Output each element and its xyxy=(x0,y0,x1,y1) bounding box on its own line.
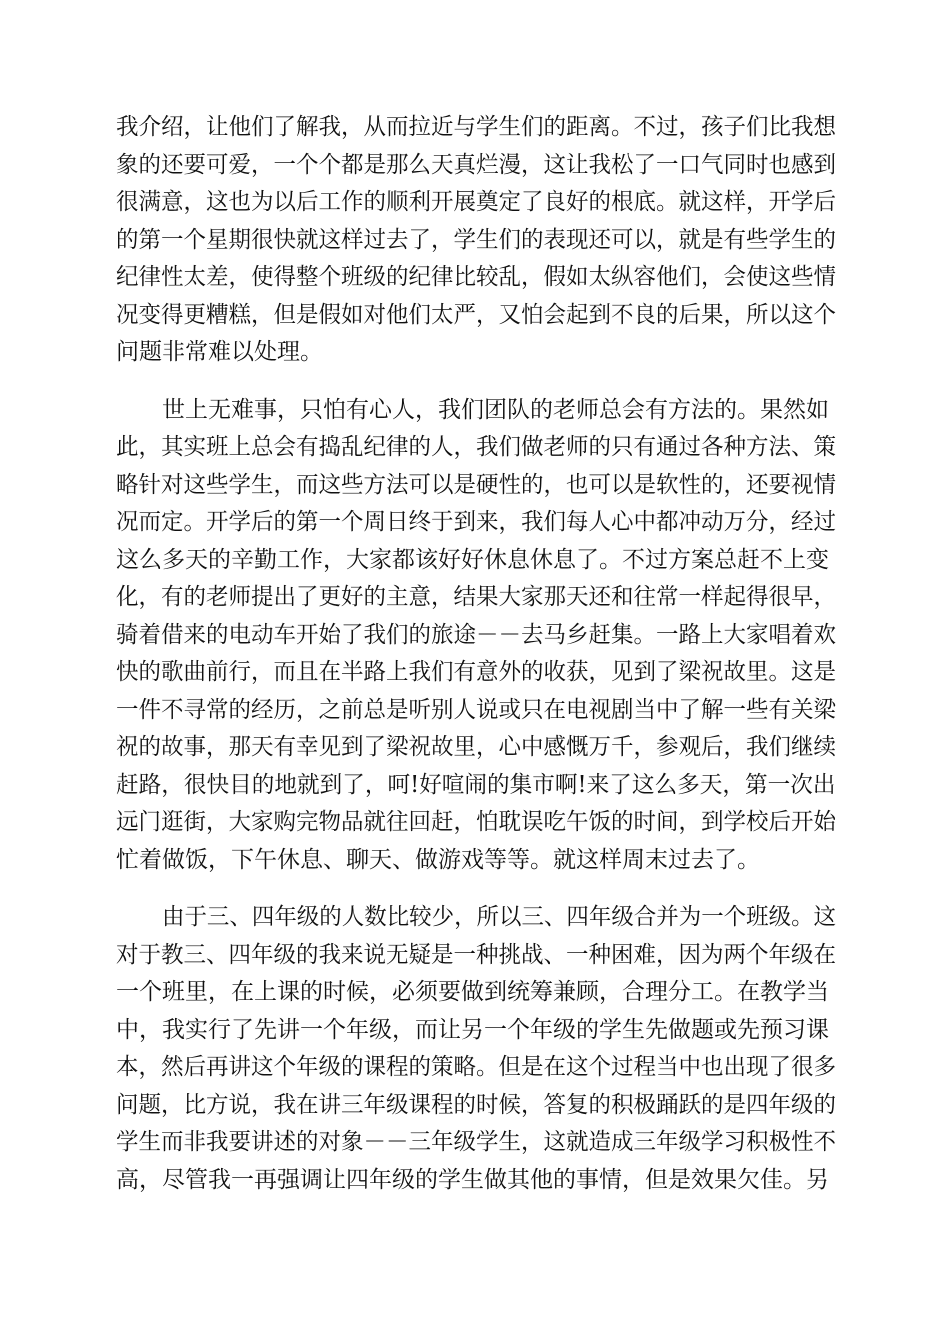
paragraph-line: 我介绍，让他们了解我，从而拉近与学生们的距离。不过，孩子们比我想 xyxy=(116,114,836,140)
paragraph-line: 由于三、四年级的人数比较少，所以三、四年级合并为一个班级。这 xyxy=(162,904,836,930)
paragraph-line: 快的歌曲前行，而且在半路上我们有意外的收获，见到了梁祝故里。这是 xyxy=(116,659,836,685)
paragraph-line: 一个班里，在上课的时候，必须要做到统筹兼顾，合理分工。在教学当 xyxy=(116,979,829,1005)
paragraph-line: 世上无难事，只怕有心人，我们团队的老师总会有方法的。果然如 xyxy=(162,396,829,423)
paragraph-line: 祝的故事，那天有幸见到了梁祝故里，心中感慨万千，参观后，我们继续 xyxy=(116,734,836,760)
paragraph-line: 略针对这些学生，而这些方法可以是硬性的，也可以是软性的，还要视情 xyxy=(116,471,836,498)
paragraph-line: 赶路，很快目的地就到了，呵!好喧闹的集市啊!来了这么多天，第一次出 xyxy=(116,771,836,798)
paragraph-line: 本，然后再讲这个年级的课程的策略。但是在这个过程当中也出现了很多 xyxy=(116,1054,836,1080)
paragraph-line: 对于教三、四年级的我来说无疑是一种挑战、一种困难，因为两个年级在 xyxy=(116,941,836,968)
paragraph-line: 骑着借来的电动车开始了我们的旅途－－去马乡赶集。一路上大家唱着欢 xyxy=(116,621,836,648)
paragraph-line: 问题非常难以处理。 xyxy=(116,339,323,365)
paragraph-line: 的第一个星期很快就这样过去了，学生们的表现还可以，就是有些学生的 xyxy=(116,226,836,253)
paragraph-line: 远门逛街，大家购完物品就往回赶，怕耽误吃午饭的时间，到学校后开始 xyxy=(116,809,836,835)
paragraph-line: 忙着做饭，下午休息、聊天、做游戏等等。就这样周末过去了。 xyxy=(116,846,760,873)
paragraph-line: 这么多天的辛勤工作，大家都该好好休息休息了。不过方案总赶不上变 xyxy=(116,546,829,573)
paragraph-line: 高，尽管我一再强调让四年级的学生做其他的事情，但是效果欠佳。另 xyxy=(116,1166,829,1193)
paragraph-line: 很满意，这也为以后工作的顺利开展奠定了良好的根底。就这样，开学后 xyxy=(116,189,836,215)
paragraph-line: 况而定。开学后的第一个周日终于到来，我们每人心中都冲动万分，经过 xyxy=(116,509,836,535)
paragraph-line: 况变得更糟糕，但是假如对他们太严，又怕会起到不良的后果，所以这个 xyxy=(116,301,836,328)
paragraph-line: 学生而非我要讲述的对象－－三年级学生，这就造成三年级学习积极性不 xyxy=(116,1129,836,1155)
paragraph-line: 一件不寻常的经历，之前总是听别人说或只在电视剧当中了解一些有关梁 xyxy=(116,696,836,723)
paragraph-line: 纪律性太差，使得整个班级的纪律比较乱，假如太纵容他们，会使这些情 xyxy=(116,264,836,290)
paragraph-line: 象的还要可爱，一个个都是那么天真烂漫，这让我松了一口气同时也感到 xyxy=(116,151,836,178)
paragraph-line: 问题，比方说，我在讲三年级课程的时候，答复的积极踊跃的是四年级的 xyxy=(116,1091,836,1118)
paragraph-line: 化，有的老师提出了更好的主意，结果大家那天还和往常一样起得很早， xyxy=(116,584,836,610)
paragraph-line: 中，我实行了先讲一个年级，而让另一个年级的学生先做题或先预习课 xyxy=(116,1016,829,1043)
paragraph-line: 此，其实班上总会有捣乱纪律的人，我们做老师的只有通过各种方法、策 xyxy=(116,434,836,460)
